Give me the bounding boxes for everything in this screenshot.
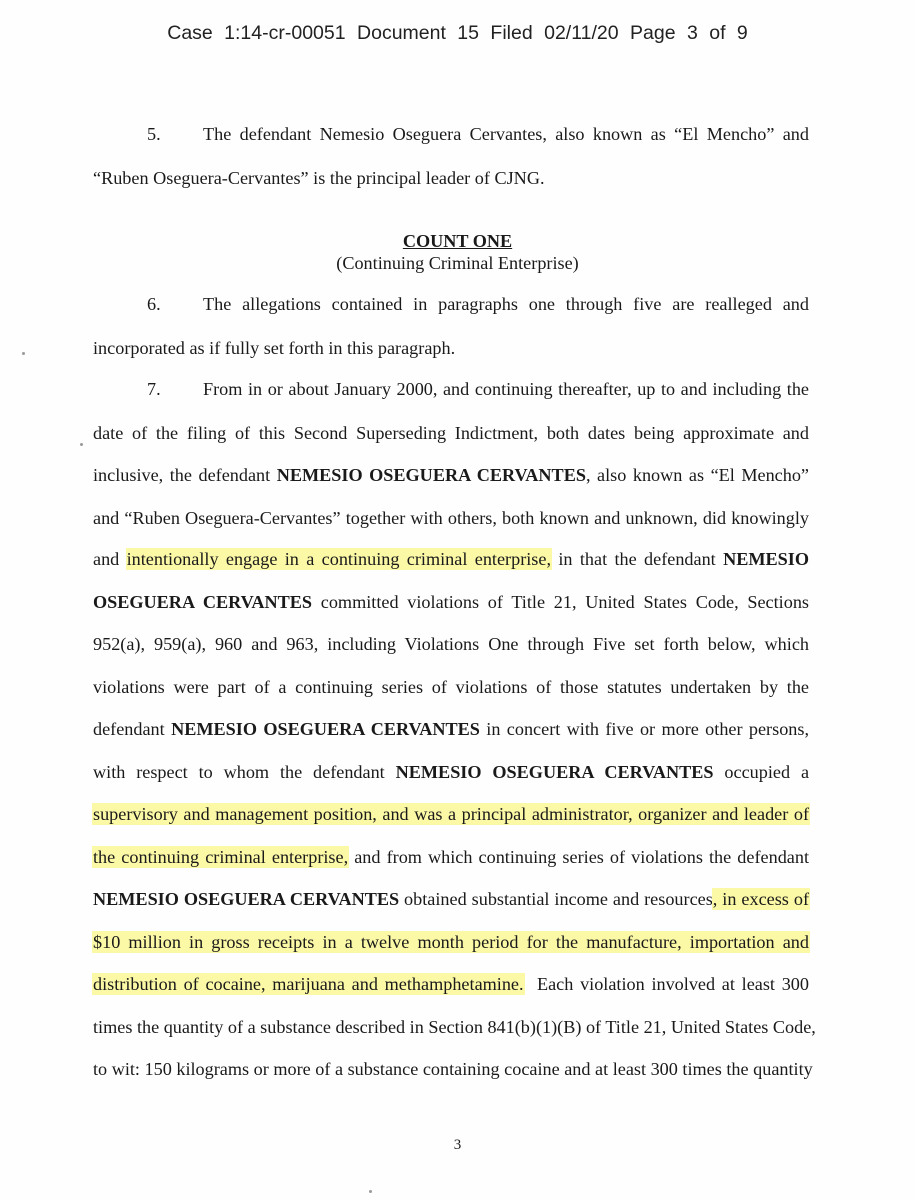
paragraph-5-line: “Ruben Oseguera-Cervantes” is the principal leader of CJNG. — [93, 168, 545, 188]
defendant-name: NEMESIO — [723, 549, 809, 569]
defendant-name: NEMESIO OSEGUERA CERVANTES — [395, 762, 714, 782]
highlighted-text: the continuing criminal enterprise, — [93, 847, 349, 867]
paragraph-7-line: to wit: 150 kilograms or more of a substance containing cocaine and at least 300 times the quantity — [93, 1059, 813, 1079]
page-number: 3 — [453, 1137, 462, 1153]
paragraph-7-line — [93, 802, 809, 826]
text-run: and — [93, 549, 127, 569]
paragraph-7-line — [93, 463, 809, 487]
document-number: Document 15 — [357, 22, 479, 44]
page-indicator: Page 3 of 9 — [630, 22, 748, 44]
scan-speck — [80, 443, 83, 446]
highlighted-text: , in excess of — [712, 889, 809, 909]
text-run: and from which continuing series of violations the defendant — [348, 847, 810, 867]
paragraph-number: 5. — [147, 124, 161, 144]
scan-speck — [369, 1190, 372, 1193]
paragraph-number: 7. — [147, 379, 161, 399]
highlighted-text: $10 million in gross receipts in a twelve month period for the manufacture, importation and — [93, 932, 809, 952]
text-run: in concert with five or more other persons, — [479, 719, 810, 739]
text-run: , also known as “El Mencho” — [585, 465, 809, 485]
text-run: in that the defendant — [551, 549, 724, 569]
paragraph-7-line: violations were part of a continuing series of violations of those statutes undertaken by the — [93, 677, 809, 697]
text-run: obtained substantial income and resources — [399, 889, 713, 909]
text-run: committed violations of Title 21, United States Code, Sections — [312, 592, 810, 612]
highlighted-text: supervisory and management position, and was a principal administrator, organizer and leader of — [93, 804, 809, 824]
filed-date: Filed 02/11/20 — [490, 22, 619, 44]
paragraph-7-line: and “Ruben Oseguera-Cervantes” together with others, both known and unknown, did knowingly — [93, 508, 809, 528]
text-run: occupied a — [713, 762, 810, 782]
paragraph-7-line: 952(a), 959(a), 960 and 963, including Violations One through Five set forth below, which — [93, 634, 809, 654]
highlighted-text: distribution of cocaine, marijuana and methamphetamine. — [93, 974, 524, 994]
paragraph-7-line — [93, 590, 809, 614]
defendant-name: NEMESIO OSEGUERA CERVANTES — [171, 719, 480, 739]
text-run: with respect to whom the defendant — [93, 762, 396, 782]
text-run: defendant — [93, 719, 172, 739]
text-run: Each violation involved at least 300 — [523, 974, 809, 994]
defendant-name: OSEGUERA CERVANTES — [93, 592, 313, 612]
highlighted-text: intentionally engage in a continuing criminal enterprise, — [126, 549, 551, 569]
paragraph-7-line — [93, 547, 809, 571]
paragraph-5-line: The defendant Nemesio Oseguera Cervantes, also known as “El Mencho” and — [203, 124, 809, 144]
defendant-name: NEMESIO OSEGUERA CERVANTES — [276, 465, 586, 485]
paragraph-7-line — [93, 930, 809, 954]
paragraph-7-line: date of the filing of this Second Superseding Indictment, both dates being approximate and — [93, 423, 809, 443]
paragraph-7-line — [93, 972, 809, 996]
paragraph-7-line — [93, 760, 809, 784]
paragraph-7-line: times the quantity of a substance described in Section 841(b)(1)(B) of Title 21, United States Code, — [93, 1017, 816, 1037]
paragraph-7-line — [93, 887, 809, 911]
case-header — [0, 22, 915, 45]
paragraph-7-line — [93, 845, 809, 869]
case-number: Case 1:14-cr-00051 — [167, 22, 346, 44]
scan-speck — [22, 352, 25, 355]
paragraph-6-line: The allegations contained in paragraphs one through five are realleged and — [203, 294, 809, 314]
text-run: inclusive, the defendant — [93, 465, 277, 485]
defendant-name: NEMESIO OSEGUERA CERVANTES — [93, 889, 400, 909]
paragraph-7-line — [93, 717, 809, 741]
count-subtitle: (Continuing Criminal Enterprise) — [336, 253, 579, 273]
count-title: COUNT ONE — [402, 231, 513, 251]
paragraph-number: 6. — [147, 294, 161, 314]
paragraph-6-line: incorporated as if fully set forth in this paragraph. — [93, 338, 456, 358]
paragraph-7-line: From in or about January 2000, and continuing thereafter, up to and including the — [203, 379, 809, 399]
